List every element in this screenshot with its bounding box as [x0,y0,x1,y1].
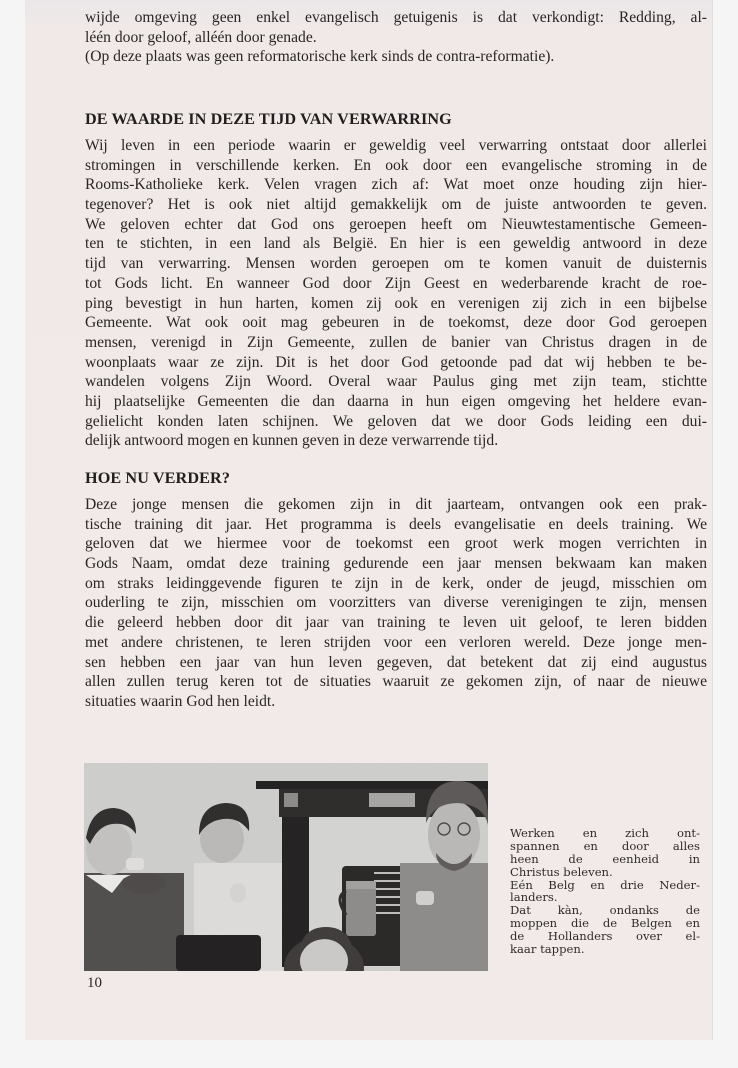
section-heading-waarde: DE WAARDE IN DEZE TIJD VAN VERWARRING [85,110,452,128]
intro-paragraph [85,8,707,67]
text-line: léén door geloof, alléén door genade. [85,28,317,46]
caption-line: Eén Belg en drie Neder- [510,877,700,892]
text-line: allen zullen terug keren tot de situaties waaruit ze gekomen zijn, of naar de nieuwe [85,673,707,691]
text-line: sen hebben een jaar van hun leven gegeven, dat betekent dat zij eind augustus [85,653,707,671]
text-line: om straks leidinggevende figuren te zijn in de kerk, onder de jeugd, misschien om [85,574,707,592]
text-line: die geleerd hebben door dit jaar van training te leven uit geloof, te leren bidden [85,614,707,632]
text-line: mensen, verenigd in Zijn Gemeente, zullen de banier van Christus dragen in de [85,333,707,351]
text-line: wandelen volgens Zijn Woord. Overal waar Paulus ging met zijn team, stichtte [85,373,707,391]
text-line: hij plaatselijke Gemeenten die dan daarna in hun eigen omgeving het heldere evan- [85,392,707,410]
document-page [25,0,712,1040]
text-line: Gemeente. Wat ook ooit mag gebeuren in de toekomst, deze door God geroepen [85,314,707,332]
text-line: tische training dit jaar. Het programma is deels evangelisatie en deels training. We [85,515,707,533]
caption-line: de Hollanders over el- [510,929,700,944]
text-line: gelielicht konden laten schijnen. We geloven dat we door Gods leiding een dui- [85,412,707,430]
group-photo [84,763,488,971]
text-line: ten te stichten, in een land als België. En hier is een geweldig antwoord in deze [85,235,707,253]
text-line: tot Gods licht. En wanneer God door Zijn Geest en wederbarende kracht de roe- [85,274,707,292]
caption-line: Dat kàn, ondanks de [510,903,700,918]
text-line: tegenover? Het is ook niet altijd gemakkelijk om de juiste antwoorden te geven. [85,196,707,214]
caption-line: heen de eenheid in [510,851,700,866]
text-line: We geloven echter dat God ons geroepen heeft om Nieuwtestamentische Gemeen- [85,215,707,233]
caption-line: Christus beleven. [510,864,613,879]
caption-line: spannen en door alles [510,838,700,853]
page-number: 10 [87,975,102,991]
text-line: situaties waarin God hen leidt. [85,692,276,710]
text-line: met andere christenen, te leren strijden voor een verloren wereld. Deze jonge men- [85,633,707,651]
text-line: Deze jonge mensen die gekomen zijn in dit jaarteam, ontvangen ook een prak- [85,496,707,513]
text-line: (Op deze plaats was geen reformatorische kerk sinds de contra-reformatie). [85,48,555,66]
text-line: Wij leven in een periode waarin er geweldig veel verwarring ontstaat door allerlei [85,137,707,154]
text-line: Rooms-Katholieke kerk. Velen vragen zich af: Wat moet onze houding zijn hier- [85,176,707,194]
section-heading-verder: HOE NU VERDER? [85,469,231,487]
section-paragraph-waarde [85,136,707,451]
text-line: ping bevestigt in hun harten, komen zij ook en verenigen zij zich in een bijbelse [85,294,707,312]
caption-line: landers. [510,890,558,905]
section-paragraph-verder [85,495,707,712]
text-line: woonplaats waar ze zijn. Dit is het door God getoonde pad dat wij hebben te be- [85,353,707,371]
text-line: wijde omgeving geen enkel evangelisch getuigenis is dat verkondigt: Redding, al- [85,9,707,26]
text-line: ouderling te zijn, misschien om voorzitters van diverse verenigingen te zijn, mensen [85,594,707,612]
photo-caption [510,827,700,956]
text-line: Gods Naam, omdat deze training gedurende een jaar mensen bekwaam kan maken [85,555,707,573]
caption-line: moppen die de Belgen en [510,916,700,931]
text-line: tijd van verwarring. Mensen worden geroepen om te komen vanuit de duisternis [85,255,707,273]
caption-line: Werken en zich ont- [510,826,700,840]
text-line: stromingen in verschillende kerken. En ook door een evangelische stroming in de [85,156,707,174]
caption-line: kaar tappen. [510,942,585,957]
text-line: delijk antwoord mogen en kunnen geven in deze verwarrende tijd. [85,432,499,450]
text-line: geloven dat we hiermee voor de toekomst een groot werk mogen verrichten in [85,535,707,553]
photo-illustration [84,763,488,971]
